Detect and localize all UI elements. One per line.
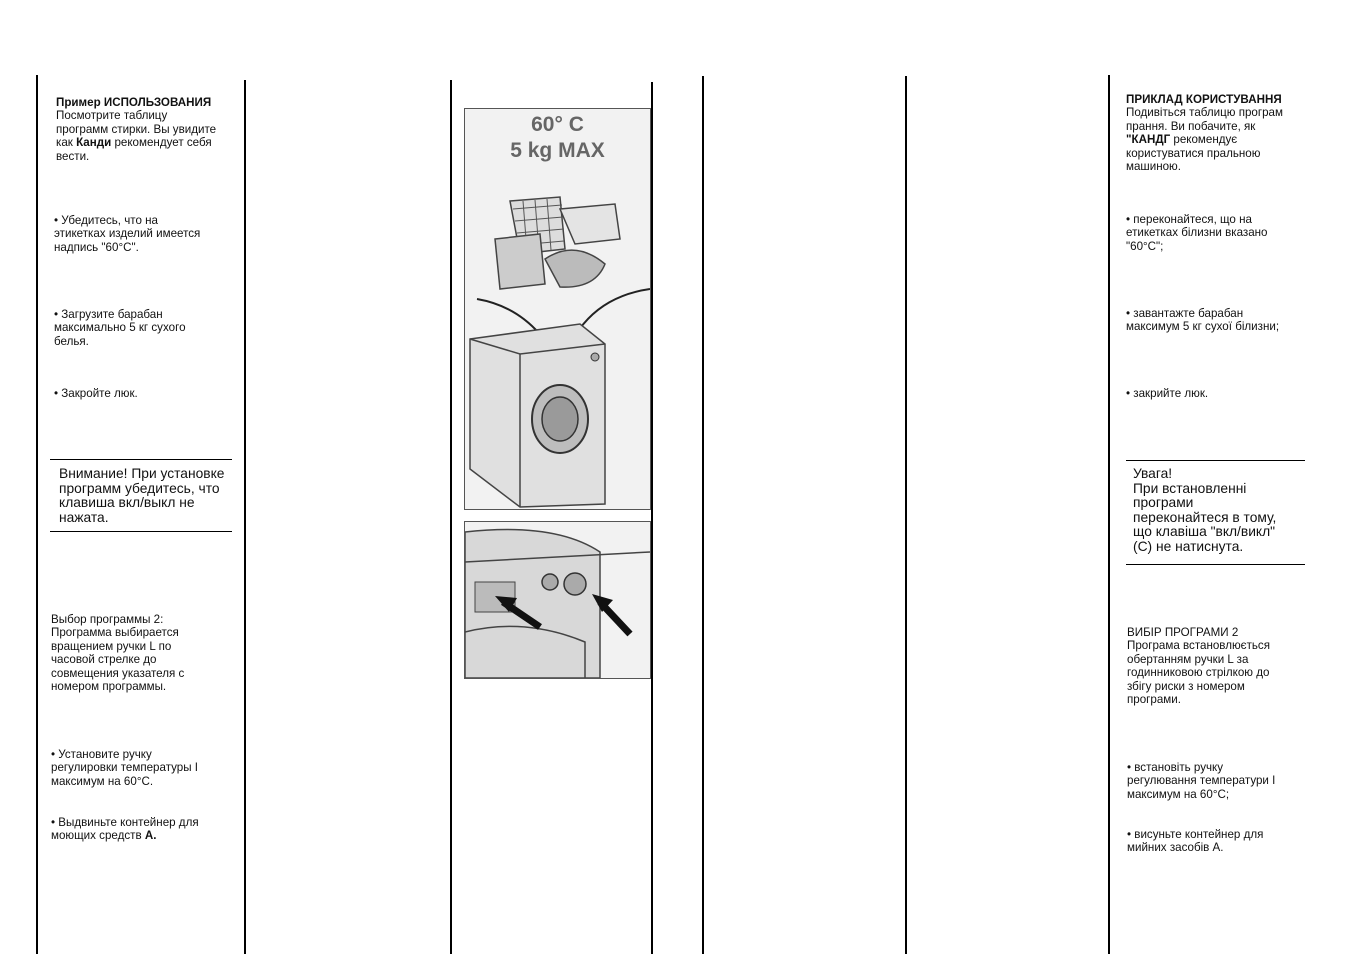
ru-detergent-label: A. <box>144 829 157 843</box>
laundry-basket-washer-drawing <box>465 109 650 509</box>
ru-example-text: Посмотрите таблицу программ стирки. Вы увидите как <box>56 109 217 150</box>
ru-example-paragraph <box>56 96 241 163</box>
ru-program-select: Выбор программы 2: Программа выбирается вращением ручки L по часовой стрелке до совмещения указателя с номером программы. <box>51 613 185 694</box>
column-rule <box>244 80 246 954</box>
uk-example-title: ПРИКЛАД КОРИСТУВАННЯ <box>1126 93 1282 106</box>
column-rule <box>450 80 452 954</box>
ru-step-detergent <box>51 816 241 843</box>
ru-step-label-check: • Убедитесь, что на этикетках изделий имеется надпись "60°C". <box>54 214 201 254</box>
uk-warning-text: Увага! При встановленні програми переконайтеся в тому, що клавіша "вкл/викл" (С) не натиснута. <box>1133 466 1277 554</box>
ru-brand-name: Канди <box>76 136 112 150</box>
ru-warning-text: Внимание! При установке программ убедитесь, что клавиша вкл/выкл не нажата. <box>59 466 225 525</box>
uk-example-text: Подивіться таблицю програм прання. Ви побачите, як <box>1126 106 1283 133</box>
ru-warning-bottom-rule <box>50 531 232 532</box>
uk-step-detergent: • висуньте контейнер для мийних засобів А. <box>1127 828 1264 855</box>
uk-step-load: • завантажте барабан максимум 5 кг сухої білизни; <box>1126 307 1280 334</box>
uk-brand-name: "КАНДГ <box>1126 133 1171 147</box>
ru-step-load: • Загрузите барабан максимально 5 кг сухого белья. <box>54 308 186 348</box>
uk-step-close: • закрийте люк. <box>1126 387 1209 400</box>
uk-example-text-end: рекомендує користуватися пральною машиною. <box>1126 133 1261 174</box>
uk-warning-bottom-rule <box>1126 564 1305 565</box>
uk-step-label-check: • переконайтеся, що на етикетках білизни вказано "60°C"; <box>1126 213 1268 253</box>
ru-example-title: Пример ИСПОЛЬЗОВАНИЯ <box>56 96 212 109</box>
column-rule <box>36 75 38 954</box>
column-rule <box>1108 75 1110 954</box>
uk-warning-top-rule <box>1126 460 1305 461</box>
ru-warning-top-rule <box>50 459 232 460</box>
illustration-load-label: 5 kg MAX <box>510 139 605 162</box>
ru-step-detergent-text: • Выдвиньте контейнер для моющих средств <box>51 816 199 843</box>
ru-example-text-end: рекомендует себя вести. <box>56 136 212 163</box>
illustration-control-panel <box>464 521 651 679</box>
uk-step-temperature: • встановіть ручку регулювання температури I максимум на 60°C; <box>1127 761 1276 801</box>
control-panel-arrows-drawing <box>465 522 650 678</box>
illustration-load-washer <box>464 108 651 510</box>
illustration-temp-label: 60° C <box>531 113 584 136</box>
uk-program-select: ВИБІР ПРОГРАМИ 2 Програма встановлюється обертанням ручки L за годинниковою стрілкою до збігу риски з номером програми. <box>1127 626 1270 707</box>
column-rule <box>702 76 704 954</box>
column-rule <box>651 82 653 954</box>
ru-step-close: • Закройте люк. <box>54 387 138 400</box>
ru-step-temperature: • Установите ручку регулировки температуры I максимум на 60°C. <box>51 748 199 788</box>
column-rule <box>905 76 907 954</box>
uk-example-paragraph <box>1126 93 1311 173</box>
